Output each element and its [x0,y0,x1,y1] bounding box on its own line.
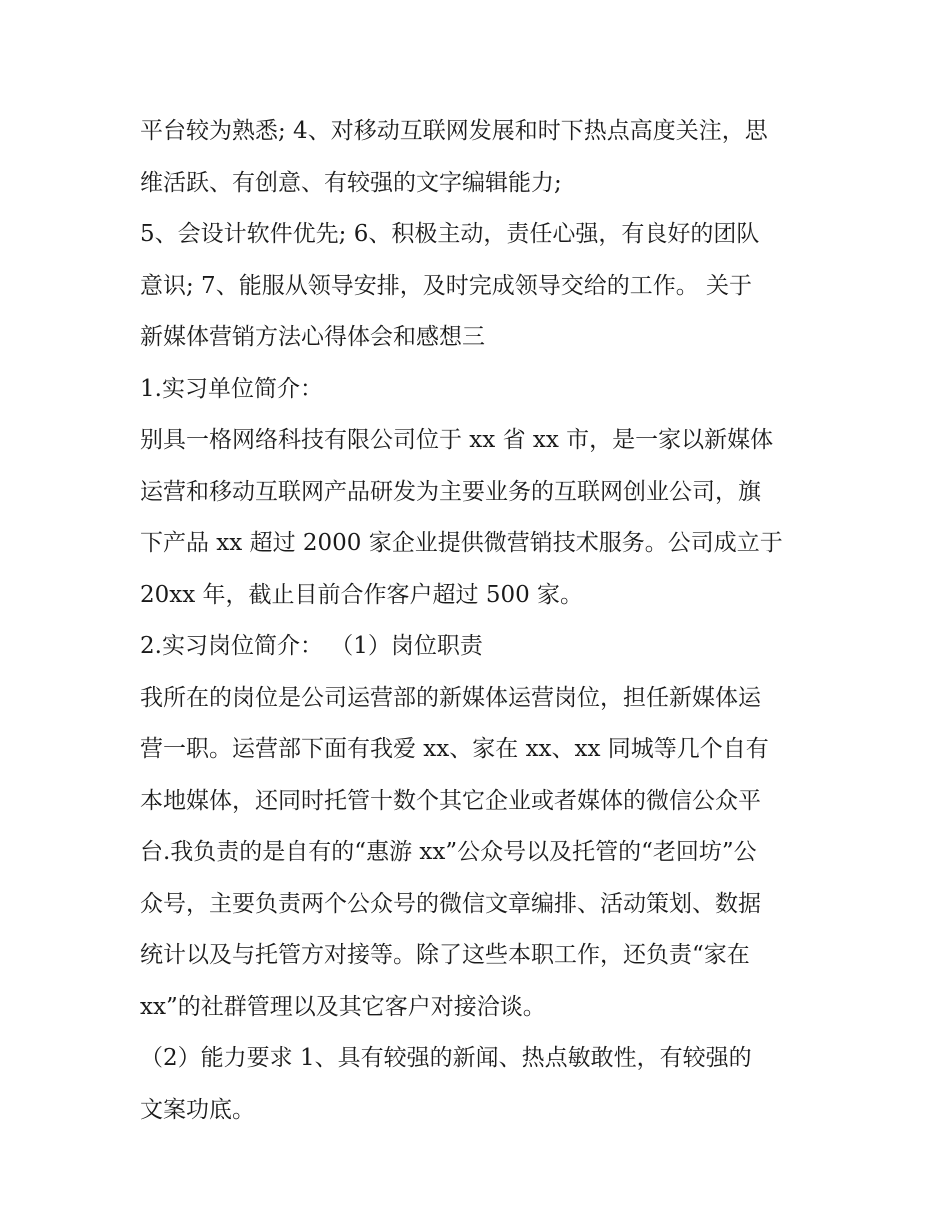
text-line: 众号，主要负责两个公众号的微信文章编排、活动策划、数据 [140,890,761,917]
text-line: 维活跃、有创意、有较强的文字编辑能力; [140,169,562,196]
text-line: 5、会设计软件优先; 6、积极主动，责任心强，有良好的团队 [140,221,760,247]
text-line: 运营和移动互联网产品研发为主要业务的互联网创业公司，旗 [140,478,761,505]
text-line: xx”的社群管理以及其它客户对接洽谈。 [140,993,546,1020]
text-line: 别具一格网络科技有限公司位于 xx 省 xx 市，是一家以新媒体 [140,427,774,453]
text-line: 20xx 年，截止目前合作客户超过 500 家。 [140,581,584,608]
text-line: 台.我负责的是自有的“惠游 xx”公众号以及托管的“老回坊”公 [140,839,757,865]
text-line: 新媒体营销方法心得体会和感想三 [140,324,485,350]
text-line: （2）能力要求 1、具有较强的新闻、热点敏敢性，有较强的 [140,1045,752,1071]
text-line: 本地媒体，还同时托管十数个其它企业或者媒体的微信公众平 [140,787,761,814]
section-heading: 1.实习单位简介： [140,375,323,402]
text-line: 下产品 xx 超过 2000 家企业提供微营销技术服务。公司成立于 [140,530,783,556]
text-line: 我所在的岗位是公司运营部的新媒体运营岗位，担任新媒体运 [140,684,761,711]
text-line: 统计以及与托管方对接等。除了这些本职工作，还负责“家在 [140,942,750,968]
text-line: 意识; 7、能服从领导安排，及时完成领导交给的工作。 关于 [140,272,753,299]
text-line: 文案功底。 [140,1096,255,1123]
section-heading: 2.实习岗位简介： （1）岗位职责 [140,633,483,659]
text-line: 平台较为熟悉; 4、对移动互联网发展和时下热点高度关注，思 [140,118,768,144]
text-line: 营一职。运营部下面有我爱 xx、家在 xx、xx 同城等几个自有 [140,736,769,762]
body-text [140,106,820,1136]
